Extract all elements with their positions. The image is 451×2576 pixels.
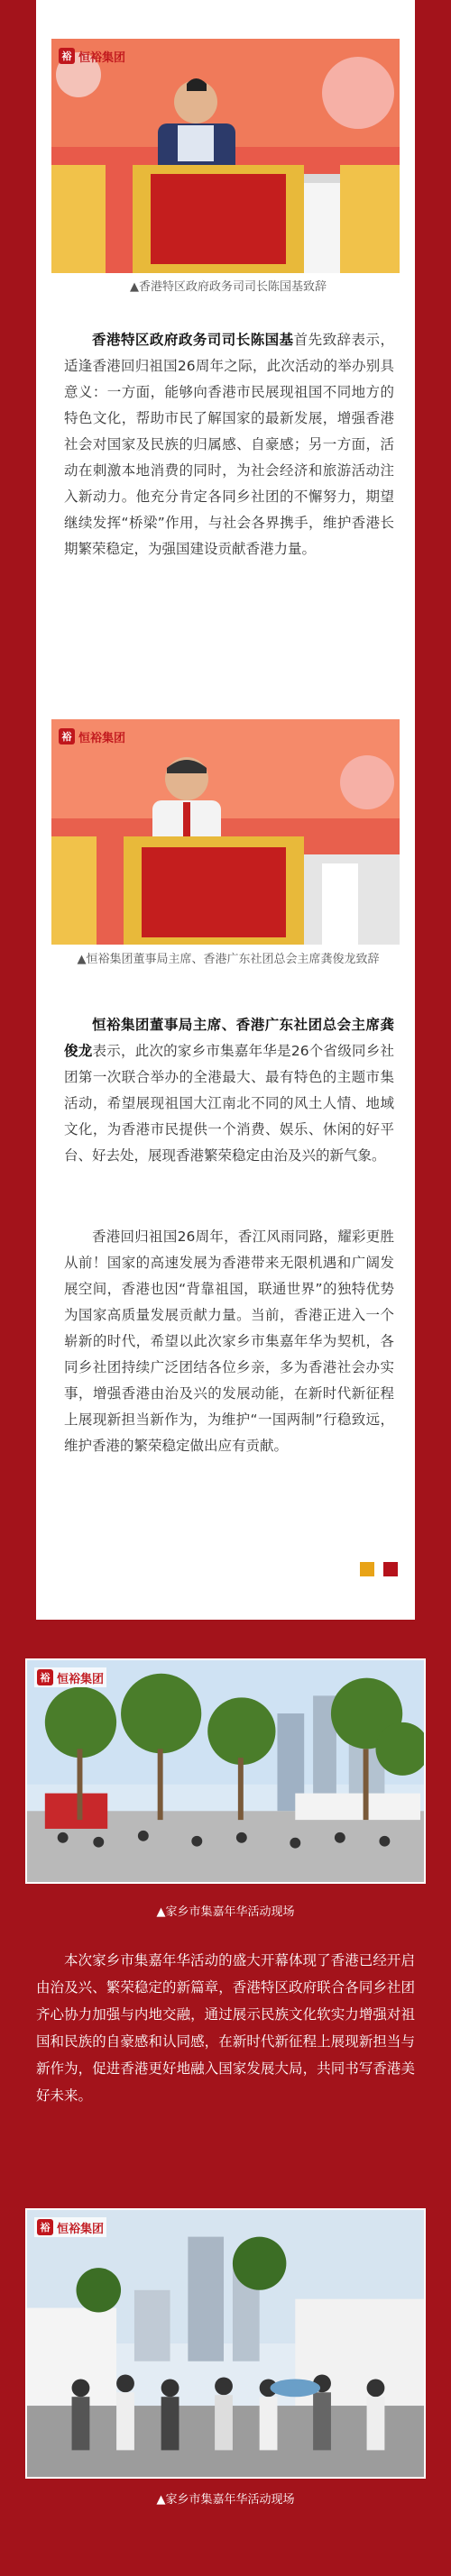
logo-mark-icon: 裕 xyxy=(59,728,75,744)
speech-photo-1 xyxy=(51,39,400,273)
event-section xyxy=(25,1658,426,2569)
photo-1-caption: ▲香港特区政府政务司司长陈国基致辞 xyxy=(130,280,327,294)
photo-2-caption: ▲恒裕集团董事局主席、香港广东社团总会主席龚俊龙致辞 xyxy=(77,953,380,966)
company-logo: 裕 恒裕集团 xyxy=(59,46,125,66)
event-photo-2 xyxy=(25,2208,426,2479)
company-logo: 裕 恒裕集团 xyxy=(59,726,125,746)
logo-mark-icon: 裕 xyxy=(37,2219,53,2235)
paragraph-1-speaker: 香港特区政府政务司司长陈国基 xyxy=(92,332,294,348)
paragraph-1-body: 首先致辞表示，适逢香港回归祖国26周年之际，此次活动的举办别具意义：一方面，能够向香港市民展现祖国不同地方的特色文化，帮助市民了解国家的最新发展，增强香港社会对国家及民族的归属感、自豪感；另一方面，活动在刺激本地消费的同时，为社会经济和旅游活动注入新动力。他充分肯定各同乡社团的不懈努力，期望继续发挥“桥梁”作用，与社会各界携手，维护香港长期繁荣稳定，为强国建设贡献香港力量。 xyxy=(64,332,394,557)
photo-3-caption: ▲家乡市集嘉年华活动现场 xyxy=(156,1905,295,1919)
photo-4-caption: ▲家乡市集嘉年华活动现场 xyxy=(156,2493,295,2507)
paragraph-3: 香港回归祖国26周年，香江风雨同路，耀彩更胜从前！国家的高速发展为香港带来无限机遇和广阔发展空间，香港也因“背靠祖国，联通世界”的独特优势为国家高质量发展贡献力量。当前，香港正进入一个崭新的时代，希望以此次家乡市集嘉年华为契机，各同乡社团持续广泛团结各位乡亲，多为香港社会办实事，增强香港由治及兴的发展动能，在新时代新征程上展现新担当新作为，为维护“一国两制”行稳致远，维护香港的繁荣稳定做出应有贡献。 xyxy=(64,1229,394,1454)
event-photo-1 xyxy=(25,1658,426,1884)
article-card xyxy=(36,0,415,1620)
paragraph-1 xyxy=(64,327,394,562)
decor-square-red xyxy=(383,1562,398,1576)
company-logo: 裕 恒裕集团 xyxy=(34,1667,106,1687)
logo-mark-icon: 裕 xyxy=(59,48,75,64)
logo-mark-icon: 裕 xyxy=(37,1669,53,1685)
company-logo: 裕 恒裕集团 xyxy=(34,2217,106,2237)
paragraph-4: 本次家乡市集嘉年华活动的盛大开幕体现了香港已经开启由治及兴、繁荣稳定的新篇章，香港特区政府联合各同乡社团齐心协力加强与内地交融，通过展示民族文化软实力增强对祖国和民族的自豪感和认同感，在新时代新征程上展现新担当与新作为，促进香港更好地融入国家发展大局，共同书写香港美好未来。 xyxy=(36,1952,415,2104)
speech-photo-2 xyxy=(51,719,400,945)
decor-square-orange xyxy=(360,1562,374,1576)
paragraph-2-body: 表示，此次的家乡市集嘉年华是26个省级同乡社团第一次联合举办的全港最大、最有特色的主题市集活动，希望展现祖国大江南北不同的风土人情、地域文化，为香港市民提供一个消费、娱乐、休闲的好平台、好去处，展现香港繁荣稳定由治及兴的新气象。 xyxy=(64,1043,394,1164)
paragraph-2-speaker: 恒裕集团董事局主席、香港广东社团总会主席龚俊龙 xyxy=(64,1017,394,1059)
paragraph-2 xyxy=(64,1012,394,1169)
